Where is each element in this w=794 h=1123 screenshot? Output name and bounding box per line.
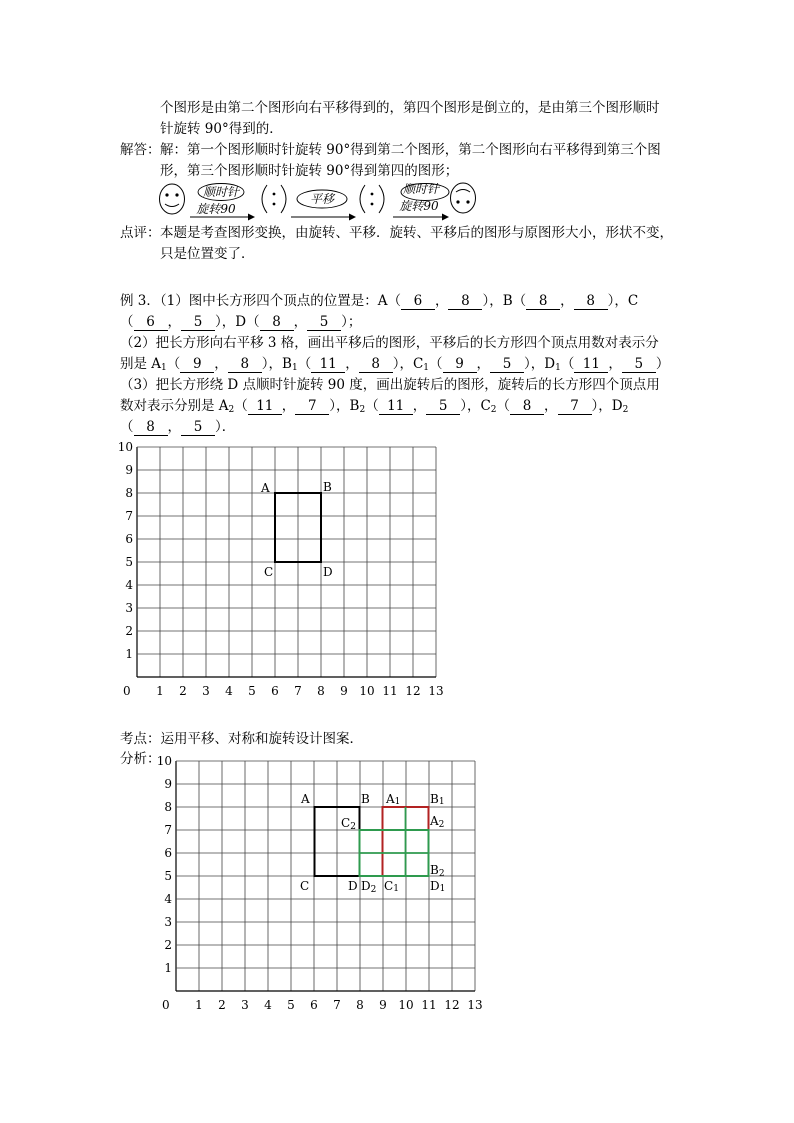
vertex-label-D1: D1	[430, 879, 446, 894]
y-tick-label: 7	[164, 823, 172, 837]
y-tick-label: 6	[164, 846, 172, 860]
vertex-label-D2: D2	[361, 879, 377, 895]
intro-line-2: 针旋转 90°得到的．	[160, 121, 283, 137]
answer-C-x: 6	[134, 315, 168, 331]
answer-D2-x: 8	[134, 420, 168, 436]
x-tick-label: 9	[340, 684, 348, 698]
x-tick-label: 10	[359, 684, 375, 698]
solution-line-2: 形，第三个图形顺时针旋转 90°得到第四的图形；	[160, 163, 459, 179]
rotation-arrow-1	[190, 184, 255, 221]
answer-B-x: 8	[526, 294, 560, 310]
comment-line-2: 只是位置变了．	[160, 246, 255, 262]
vertex-label-A1: A1	[386, 792, 401, 807]
x-tick-label: 7	[294, 684, 302, 698]
fenxi-label: 分析：	[120, 751, 161, 767]
vertex-label-A2: A2	[430, 814, 445, 830]
x-tick-label: 1	[195, 998, 203, 1012]
y-tick-label: 6	[125, 532, 133, 546]
vertex-label-C: C	[300, 879, 310, 893]
answer-C2-y: 7	[558, 399, 592, 415]
y-tick-label: 5	[164, 869, 172, 883]
y-tick-label: 1	[164, 961, 172, 975]
y-tick-label: 7	[125, 509, 133, 523]
answer-A-y: 8	[448, 294, 482, 310]
x-tick-label: 11	[382, 684, 398, 698]
grid-figure-2	[156, 754, 490, 1015]
answer-A1-x: 9	[180, 357, 214, 373]
answer-B1-y: 8	[359, 357, 393, 373]
y-tick-label: 8	[125, 486, 133, 500]
y-tick-label: 1	[125, 647, 133, 661]
arrow1-bottom-label: 旋转90	[196, 202, 236, 216]
example-line-7: （ 8 ， 5 ）．	[120, 419, 236, 435]
x-tick-label: 13	[467, 998, 483, 1012]
vertex-label-A: A	[301, 792, 310, 806]
y-tick-label: 8	[164, 800, 172, 814]
answer-A2-y: 7	[295, 399, 329, 415]
comment-line-1: 本题是考查图形变换，由旋转、平移．旋转、平移后的图形与原图形大小，形状不变，	[160, 225, 673, 241]
face-sequence	[150, 180, 490, 224]
y-tick-label: 9	[125, 463, 133, 477]
example-line-3: （2）把长方形向右平移 3 格，画出平移后的图形，平移后的长方形四个顶点用数对表示分	[120, 335, 659, 351]
x-tick-label: 3	[241, 998, 249, 1012]
answer-C-y: 5	[181, 315, 215, 331]
kaodian-line: 考点：运用平移、对称和旋转设计图案．	[120, 731, 363, 747]
x-tick-label: 7	[333, 998, 341, 1012]
vertex-label-D: D	[348, 879, 358, 893]
x-tick-label: 4	[225, 684, 233, 698]
x-tick-label: 9	[379, 998, 387, 1012]
y-tick-label: 10	[117, 440, 133, 454]
x-tick-label: 4	[264, 998, 272, 1012]
vertex-label-C: C	[264, 565, 274, 579]
x-tick-label: 8	[356, 998, 364, 1012]
answer-C1-y: 5	[490, 357, 524, 373]
upside-down-face-icon	[451, 183, 476, 213]
translation-arrow	[291, 190, 356, 221]
face-translated-icon	[360, 185, 384, 213]
x-tick-label: 5	[248, 684, 256, 698]
arrow3-top-label: 顺时针	[402, 182, 440, 196]
x-tick-label: 1	[156, 684, 164, 698]
x-tick-label: 6	[310, 998, 318, 1012]
answer-D1-y: 5	[622, 357, 656, 373]
x-tick-label: 13	[428, 684, 444, 698]
vertex-label-B1: B1	[430, 792, 445, 807]
y-tick-label: 10	[156, 754, 172, 768]
answer-A1-y: 8	[228, 357, 262, 373]
x-tick-label: 0	[162, 998, 170, 1012]
axis-tick-labels	[118, 440, 444, 698]
answer-C1-x: 9	[443, 357, 477, 373]
x-tick-label: 10	[398, 998, 414, 1012]
answer-B2-y: 5	[426, 399, 460, 415]
answer-A-x: 6	[401, 294, 435, 310]
vertex-label-B2: B2	[430, 863, 445, 879]
vertex-label-B: B	[323, 480, 332, 494]
y-tick-label: 9	[164, 777, 172, 791]
y-tick-label: 2	[125, 624, 133, 638]
vertex-label-D: D	[323, 565, 333, 579]
example-line-5: （3）把长方形绕 D 点顺时针旋转 90 度，画出旋转后的图形，旋转后的长方形四个顶点用	[120, 377, 660, 393]
grid-figure-1	[115, 440, 455, 705]
x-tick-label: 12	[405, 684, 421, 698]
answer-B2-x: 11	[379, 399, 413, 415]
answer-C2-x: 8	[510, 399, 544, 415]
vertex-label-C1: C1	[384, 879, 399, 894]
y-tick-label: 4	[164, 892, 172, 906]
example-line-4: 别是 $A_1$（ 9 ， 8 ），$B_1$（ 11 ， 8 ），$C_1$（ 9 ， 5 ），$D_1$（ 11 ， 5 ）	[120, 356, 670, 373]
answer-B1-x: 11	[311, 357, 345, 373]
x-tick-label: 2	[179, 684, 187, 698]
answer-D-y: 5	[307, 315, 341, 331]
intro-line-1: 个图形是由第二个图形向右平移得到的，第四个图形是倒立的，是由第三个图形顺时	[160, 100, 660, 116]
answer-B-y: 8	[574, 294, 608, 310]
y-tick-label: 3	[125, 601, 133, 615]
x-tick-label: 6	[271, 684, 279, 698]
y-tick-label: 5	[125, 555, 133, 569]
answer-D1-x: 11	[574, 357, 608, 373]
arrow1-top-label: 顺时针	[202, 185, 240, 199]
vertex-label-B: B	[361, 792, 370, 806]
x-tick-label: 11	[421, 998, 437, 1012]
answer-D2-y: 5	[181, 420, 215, 436]
x-tick-label: 2	[218, 998, 226, 1012]
comment-label: 点评：	[120, 225, 161, 241]
y-tick-label: 2	[164, 938, 172, 952]
x-tick-label: 12	[444, 998, 460, 1012]
smiley-face-icon	[160, 184, 185, 214]
x-tick-label: 5	[287, 998, 295, 1012]
y-tick-label: 3	[164, 915, 172, 929]
y-tick-label: 4	[125, 578, 133, 592]
face-rotated-icon	[262, 185, 286, 213]
x-tick-label: 0	[123, 684, 131, 698]
solution-line-1: 解：第一个图形顺时针旋转 90°得到第二个图形，第二个图形向右平移得到第三个图	[160, 142, 661, 158]
x-tick-label: 8	[317, 684, 325, 698]
arrow3-bottom-label: 旋转90	[399, 199, 439, 213]
solution-label: 解答：	[120, 142, 161, 158]
x-tick-label: 3	[202, 684, 210, 698]
vertex-label-A: A	[261, 481, 270, 495]
arrow2-label: 平移	[309, 192, 335, 206]
vertex-label-C2: C2	[341, 816, 356, 832]
example-line-2: （ 6 ， 5 ），D（ 8 ， 5 ）；	[120, 314, 362, 330]
rotation-arrow-2	[393, 182, 449, 221]
example-line-1: 例 3．（1）图中长方形四个顶点的位置是：A（ 6 ， 8 ），B（ 8 ， 8 ），C	[120, 293, 639, 309]
answer-A2-x: 11	[248, 399, 282, 415]
answer-D-x: 8	[260, 315, 294, 331]
example-line-6: 数对表示分别是 $A_2$（ 11 ， 7 ），$B_2$（ 11 ， 5 ），$C_2$（ 8 ， 7 ），$D_2$	[120, 398, 629, 415]
